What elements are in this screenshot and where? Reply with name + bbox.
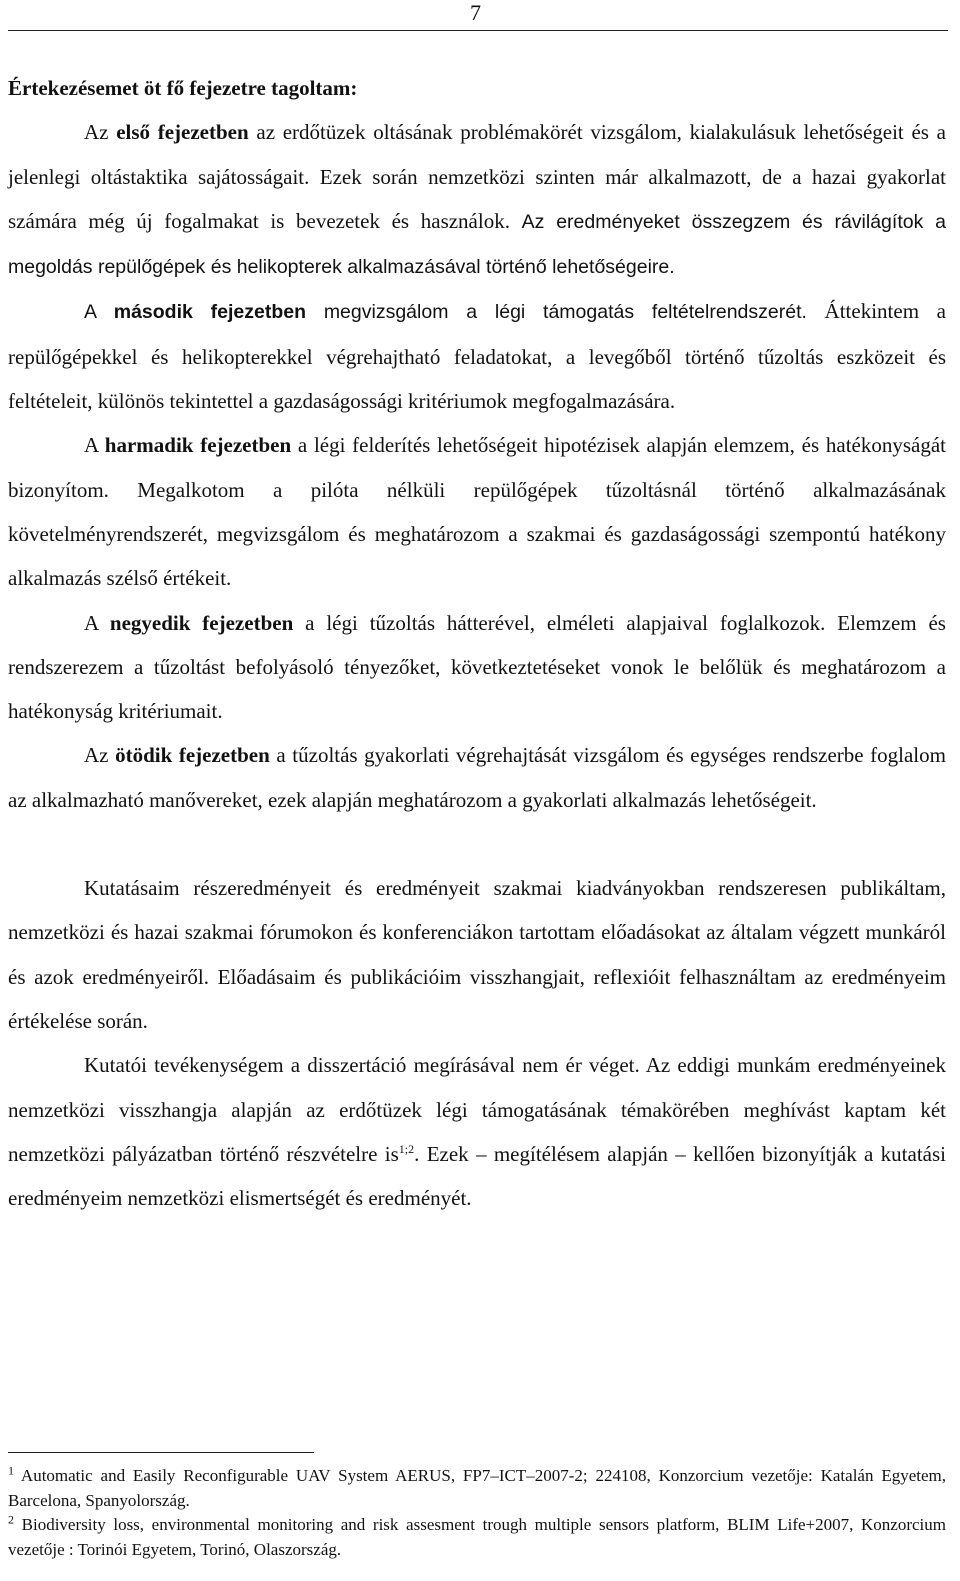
text: Áttekintem a repülőgépekkel és helikopterekkel végrehajtható feladatokat, a levegőből történő tűzoltás eszközeit és feltételeit, különös tekintettel a gazdaságossági kritériumok megfogalmazására. — [8, 299, 946, 414]
text: Kutatói tevékenységem a disszertáció megírásával nem ér véget. Az eddigi munkám eredményeinek nemzetközi visszhangja alapján az erdőtüzek légi támogatásának témakörében meghívást kaptam két nemzetközi pályázatban történő részvételre is — [8, 1053, 946, 1166]
footnote-number: 1 — [8, 1463, 14, 1478]
page-number: 7 — [470, 0, 481, 25]
footnote-separator — [8, 1452, 314, 1453]
chapter-2-label: második fejezetben — [113, 301, 307, 324]
text: Az — [84, 743, 116, 768]
text: . Ezek – megítélésem alapján – kellően bizonyítják a kutatási eredményeim nemzetközi elismertségét és eredményét. — [8, 1141, 946, 1211]
header-rule — [8, 30, 948, 31]
footnote-text: Automatic and Easily Reconfigurable UAV System AERUS, FP7–ICT–2007-2; 224108, Konzorcium vezetője: Katalán Egyetem, Barcelona, Spanyolország. — [8, 1466, 946, 1510]
text: Az — [84, 120, 117, 145]
text: a légi felderítés lehetőségeit hipotézisek alapján elemzem, és hatékonyságát bizonyítom. Megalkotom a pilóta nélküli repülőgépek tűzoltásnál történő alkalmazásának követelményrendszerét, megvizsgálom és meghatározom a szakmai és gazdaságossági szempontú hatékony alkalmazás szélső értékeit. — [8, 433, 946, 591]
chapter-3-label: harmadik fejezetben — [104, 433, 292, 458]
paragraph-chapter-2 — [8, 289, 946, 423]
text: a légi tűzoltás hátterével, elméleti alapjaival foglalkozok. Elemzem és rendszerezem a tűzoltást befolyásoló tényezőket, következtetéseket vonok le belőlük és meghatározom a hatékonyság kritériumait. — [8, 610, 946, 724]
footnote-1 — [8, 1464, 946, 1513]
body-text — [8, 66, 946, 1220]
text: A — [84, 433, 105, 458]
footnote-2 — [8, 1513, 946, 1562]
section-heading: Értekezésemet öt fő fejezetre tagoltam: — [8, 76, 358, 100]
footnotes — [8, 1464, 946, 1562]
text: A — [84, 301, 114, 324]
footnote-text: Biodiversity loss, environmental monitoring and risk assesment trough multiple sensors platform, BLIM Life+2007, Konzorcium vezetője : Torinói Egyetem, Torinó, Olaszország. — [8, 1515, 946, 1559]
paragraph-chapter-5 — [8, 733, 946, 822]
footnote-ref: 1;2 — [398, 1141, 415, 1156]
paragraph-future-research — [8, 1043, 946, 1220]
spacer — [8, 822, 946, 866]
text: A — [84, 610, 110, 635]
text: megvizsgálom a légi támogatás feltételrendszerét. — [306, 301, 807, 324]
text: a tűzoltás gyakorlati végrehajtását vizsgálom és egységes rendszerbe foglalom az alkalmazható manővereket, ezek alapján meghatározom a gyakorlati alkalmazás lehetőségeit. — [8, 743, 946, 812]
paragraph-chapter-1 — [8, 110, 946, 289]
paragraph-publications: Kutatásaim részeredményeit és eredményeit szakmai kiadványokban rendszeresen publikáltam, nemzetközi és hazai szakmai fórumokon és konferenciákon tartottam előadásokat az általam végzett munkáról és azok eredményeiről. Előadásaim és publikációim visszhangjait, reflexióit felhasználtam az eredményeim értékelése során. — [8, 876, 946, 1033]
paragraph-chapter-4 — [8, 601, 946, 734]
text-sans: Az eredményeket összegzem és rávilágítok a megoldás repülőgépek és helikopterek alkalmazásával történő lehetőségeire. — [8, 210, 946, 279]
footnote-number: 2 — [8, 1512, 14, 1527]
chapter-1-label: első fejezetben — [116, 120, 249, 145]
paragraph-chapter-3 — [8, 423, 946, 600]
text: az erdőtüzek oltásának problémakörét vizsgálom, kialakulásuk lehetőségeit és a jelenlegi oltástaktika sajátosságait. Ezek során nemzetközi szinten már alkalmazott, de a hazai gyakorlat számára még új fogalmakat is bevezetek és használok. — [8, 120, 946, 233]
chapter-4-label: negyedik fejezetben — [109, 610, 294, 635]
chapter-5-label: ötödik fejezetben — [115, 743, 270, 768]
